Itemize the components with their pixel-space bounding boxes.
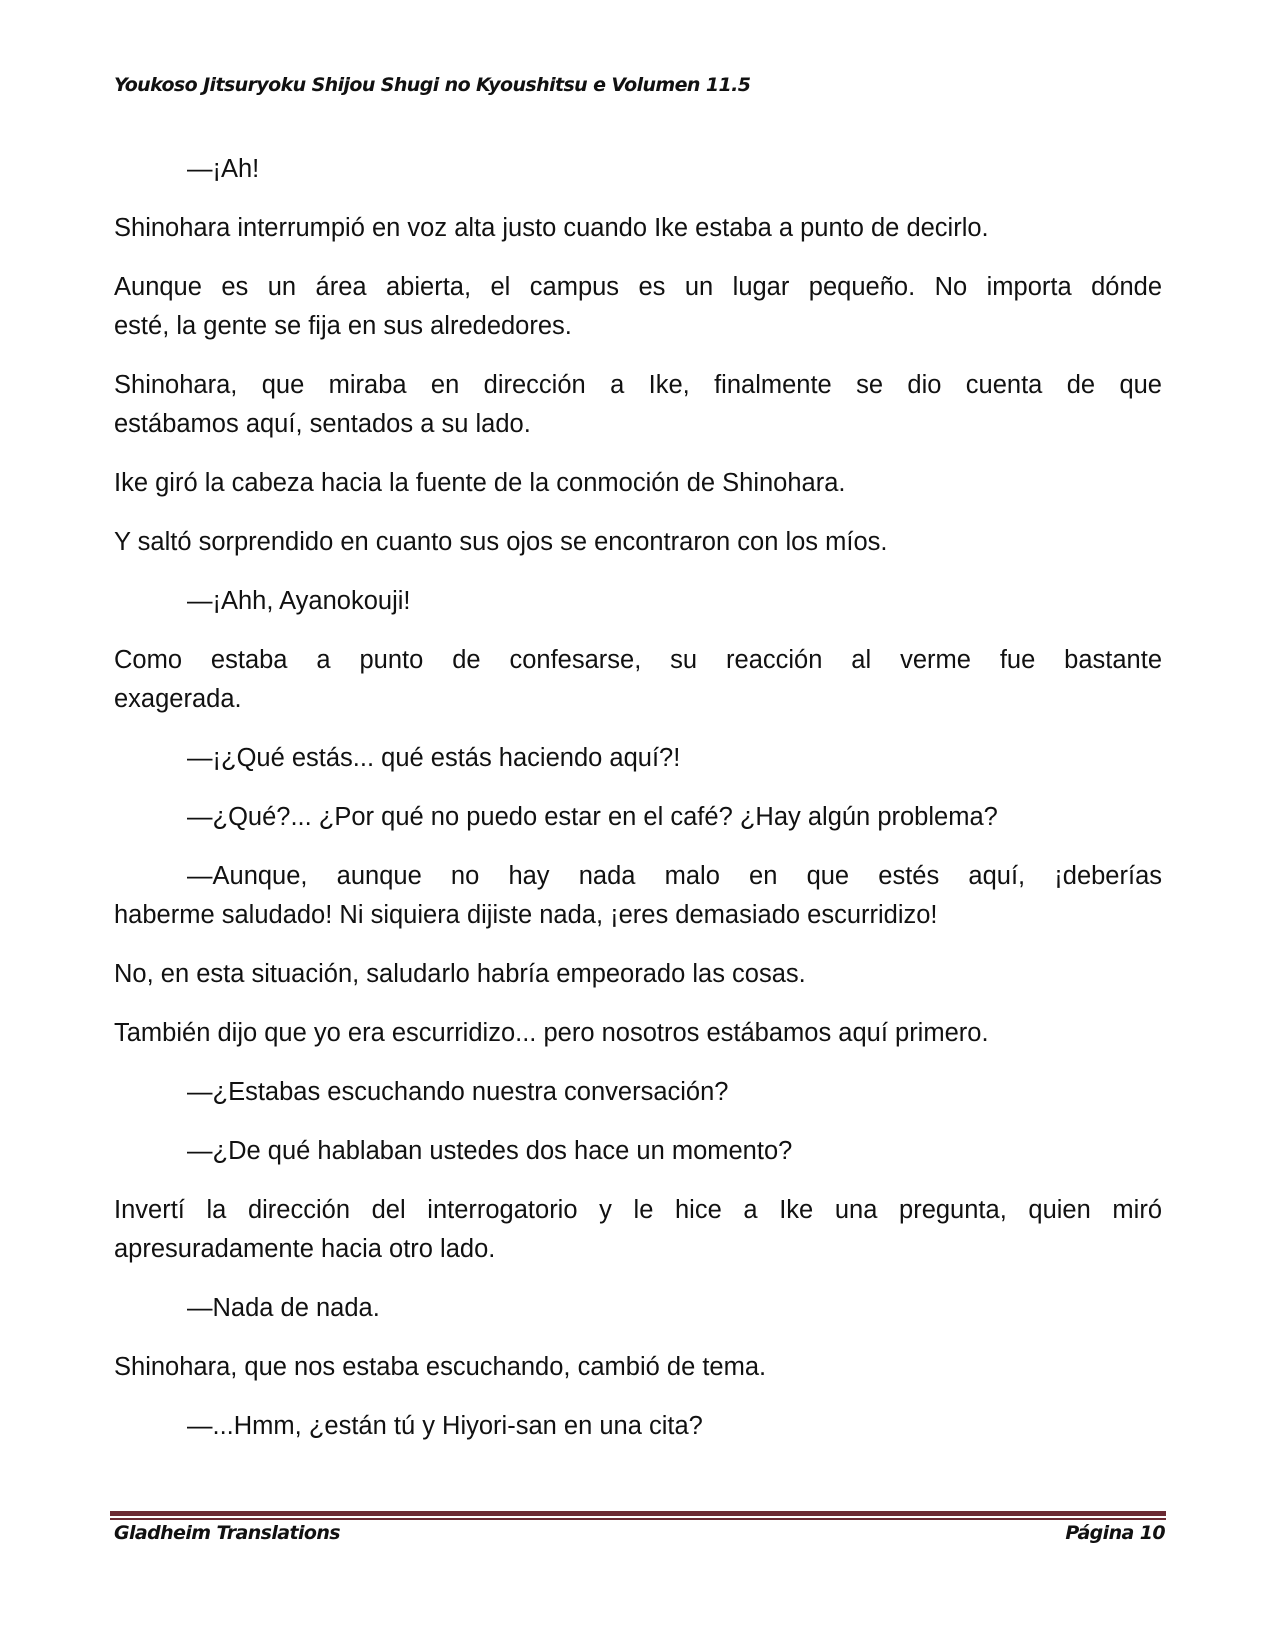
text-line: —Nada de nada. (187, 1294, 380, 1322)
text-line: —Aunque, aunque no hay nada malo en que estés aquí, ¡deberías (187, 862, 1162, 890)
text-line: Invertí la dirección del interrogatorio y le hice a Ike una pregunta, quien miró (114, 1196, 1162, 1224)
dialogue-paragraph (114, 1132, 1162, 1171)
page-number: Página 10 (1065, 1522, 1165, 1544)
narration-paragraph (114, 268, 1162, 346)
text-line: Ike giró la cabeza hacia la fuente de la conmoción de Shinohara. (114, 469, 846, 497)
text-line: No, en esta situación, saludarlo habría empeorado las cosas. (114, 960, 806, 988)
narration-paragraph (114, 641, 1162, 719)
narration-paragraph (114, 1348, 1162, 1387)
narration-paragraph (114, 955, 1162, 994)
text-line: Shinohara, que miraba en dirección a Ike, finalmente se dio cuenta de que (114, 371, 1162, 399)
text-line: esté, la gente se fija en sus alrededores. (114, 312, 572, 340)
dialogue-paragraph (114, 1289, 1162, 1328)
text-line: Shinohara interrumpió en voz alta justo cuando Ike estaba a punto de decirlo. (114, 214, 989, 242)
dialogue-paragraph (114, 582, 1162, 621)
text-line: exagerada. (114, 685, 242, 713)
text-line: apresuradamente hacia otro lado. (114, 1235, 496, 1263)
text-line: haberme saludado! Ni siquiera dijiste nada, ¡eres demasiado escurridizo! (114, 901, 938, 929)
running-header: Youkoso Jitsuryoku Shijou Shugi no Kyoushitsu e Volumen 11.5 (114, 74, 751, 96)
text-line: —¿De qué hablaban ustedes dos hace un momento? (187, 1137, 793, 1165)
narration-paragraph (114, 366, 1162, 444)
narration-paragraph (114, 464, 1162, 503)
text-line: —¡Ahh, Ayanokouji! (187, 587, 411, 615)
dialogue-paragraph (114, 798, 1162, 837)
narration-paragraph (114, 1191, 1162, 1269)
dialogue-paragraph (114, 739, 1162, 778)
text-line: —¡Ah! (187, 155, 260, 183)
dialogue-paragraph (114, 150, 1162, 189)
dialogue-paragraph (114, 857, 1162, 935)
dialogue-paragraph (114, 1073, 1162, 1112)
dialogue-paragraph (114, 1407, 1162, 1446)
narration-paragraph (114, 1014, 1162, 1053)
text-line: —¿Qué?... ¿Por qué no puedo estar en el café? ¿Hay algún problema? (187, 803, 998, 831)
narration-paragraph (114, 523, 1162, 562)
text-line: Aunque es un área abierta, el campus es un lugar pequeño. No importa dónde (114, 273, 1162, 301)
narration-paragraph (114, 209, 1162, 248)
text-line: —¿Estabas escuchando nuestra conversación? (187, 1078, 729, 1106)
text-line: Como estaba a punto de confesarse, su reacción al verme fue bastante (114, 646, 1162, 674)
text-line: estábamos aquí, sentados a su lado. (114, 410, 531, 438)
footer-rule-thin (110, 1518, 1166, 1520)
text-line: —...Hmm, ¿están tú y Hiyori-san en una cita? (187, 1412, 703, 1440)
footer-rule (110, 1511, 1166, 1516)
page-body (114, 150, 1162, 1466)
text-line: También dijo que yo era escurridizo... pero nosotros estábamos aquí primero. (114, 1019, 989, 1047)
text-line: Shinohara, que nos estaba escuchando, cambió de tema. (114, 1353, 767, 1381)
text-line: —¡¿Qué estás... qué estás haciendo aquí?! (187, 744, 681, 772)
text-line: Y saltó sorprendido en cuanto sus ojos se encontraron con los míos. (114, 528, 888, 556)
footer-credit: Gladheim Translations (114, 1522, 340, 1544)
